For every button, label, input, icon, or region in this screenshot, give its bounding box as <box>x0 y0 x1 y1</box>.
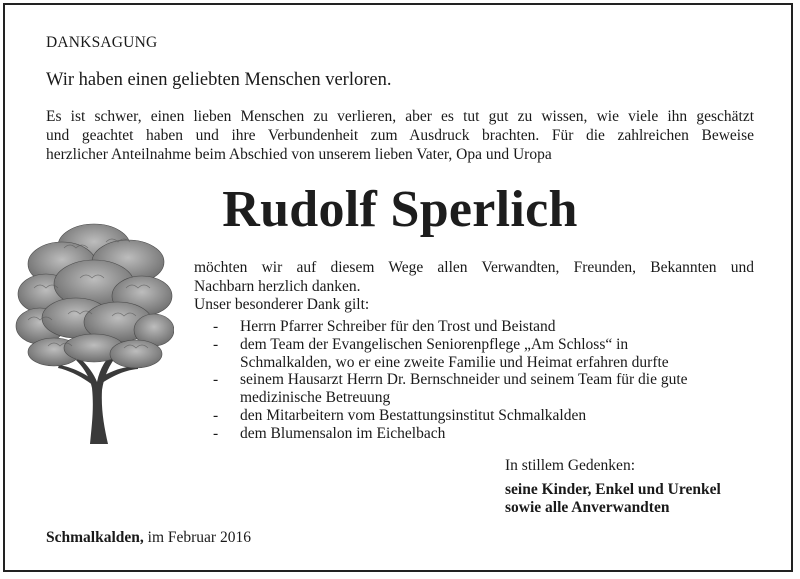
body-line: Nachbarn herzlich danken. <box>194 278 361 295</box>
notice-lead: Wir haben einen geliebten Menschen verloren. <box>46 70 392 90</box>
list-dash: - <box>213 318 219 335</box>
memory-line: In stillem Gedenken: <box>505 457 635 474</box>
list-item-line: den Mitarbeitern vom Bestattungsinstitut Schmalkalden <box>240 406 587 424</box>
list-item <box>213 371 688 407</box>
list-item-line: dem Blumensalon im Eichelbach <box>240 424 446 442</box>
list-item-line: medizinische Betreuung <box>240 389 391 407</box>
special-thanks-label: Unser besonderer Dank gilt: <box>194 296 370 313</box>
list-item-line: seinem Hausarzt Herrn Dr. Bernschneider und seinem Team für die gute <box>240 371 688 389</box>
list-dash: - <box>213 424 219 442</box>
list-item-line: Schmalkalden, wo er eine zweite Familie und Heimat erfahren durfte <box>240 353 669 371</box>
tree-icon <box>14 218 174 444</box>
intro-line: herzlicher Anteilnahme beim Abschied von unserem lieben Vater, Opa und Uropa <box>46 146 552 163</box>
thanks-list <box>213 318 688 443</box>
signature-line: seine Kinder, Enkel und Urenkel <box>505 481 721 498</box>
date: im Februar 2016 <box>147 529 251 546</box>
intro-line: Es ist schwer, einen lieben Menschen zu verlieren, aber es tut gut zu wissen, wie viele ihn geschätzt <box>46 108 754 125</box>
thanks-paragraph <box>194 258 754 296</box>
list-dash: - <box>213 371 219 389</box>
list-item <box>213 425 688 443</box>
place-date <box>46 529 251 547</box>
list-item <box>213 407 688 425</box>
intro-line: und geachtet haben und ihre Verbundenheit zum Ausdruck brachten. Für die zahlreichen Beweise <box>46 127 754 144</box>
intro-paragraph <box>46 107 754 164</box>
body-line: möchten wir auf diesem Wege allen Verwandten, Freunden, Bekannten und <box>194 259 754 276</box>
list-dash: - <box>213 335 219 353</box>
list-item <box>213 336 688 372</box>
list-dash: - <box>213 406 219 424</box>
deceased-name: Rudolf Sperlich <box>222 181 578 238</box>
notice-heading: DANKSAGUNG <box>46 34 158 51</box>
list-item-line: dem Team der Evangelischen Seniorenpflege „Am Schloss“ in <box>240 335 629 353</box>
place: Schmalkalden, <box>46 529 144 546</box>
list-item <box>213 318 688 336</box>
signature-line: sowie alle Anverwandten <box>505 499 670 516</box>
list-item-line: Herrn Pfarrer Schreiber für den Trost und Beistand <box>240 318 556 335</box>
signature <box>505 481 721 517</box>
